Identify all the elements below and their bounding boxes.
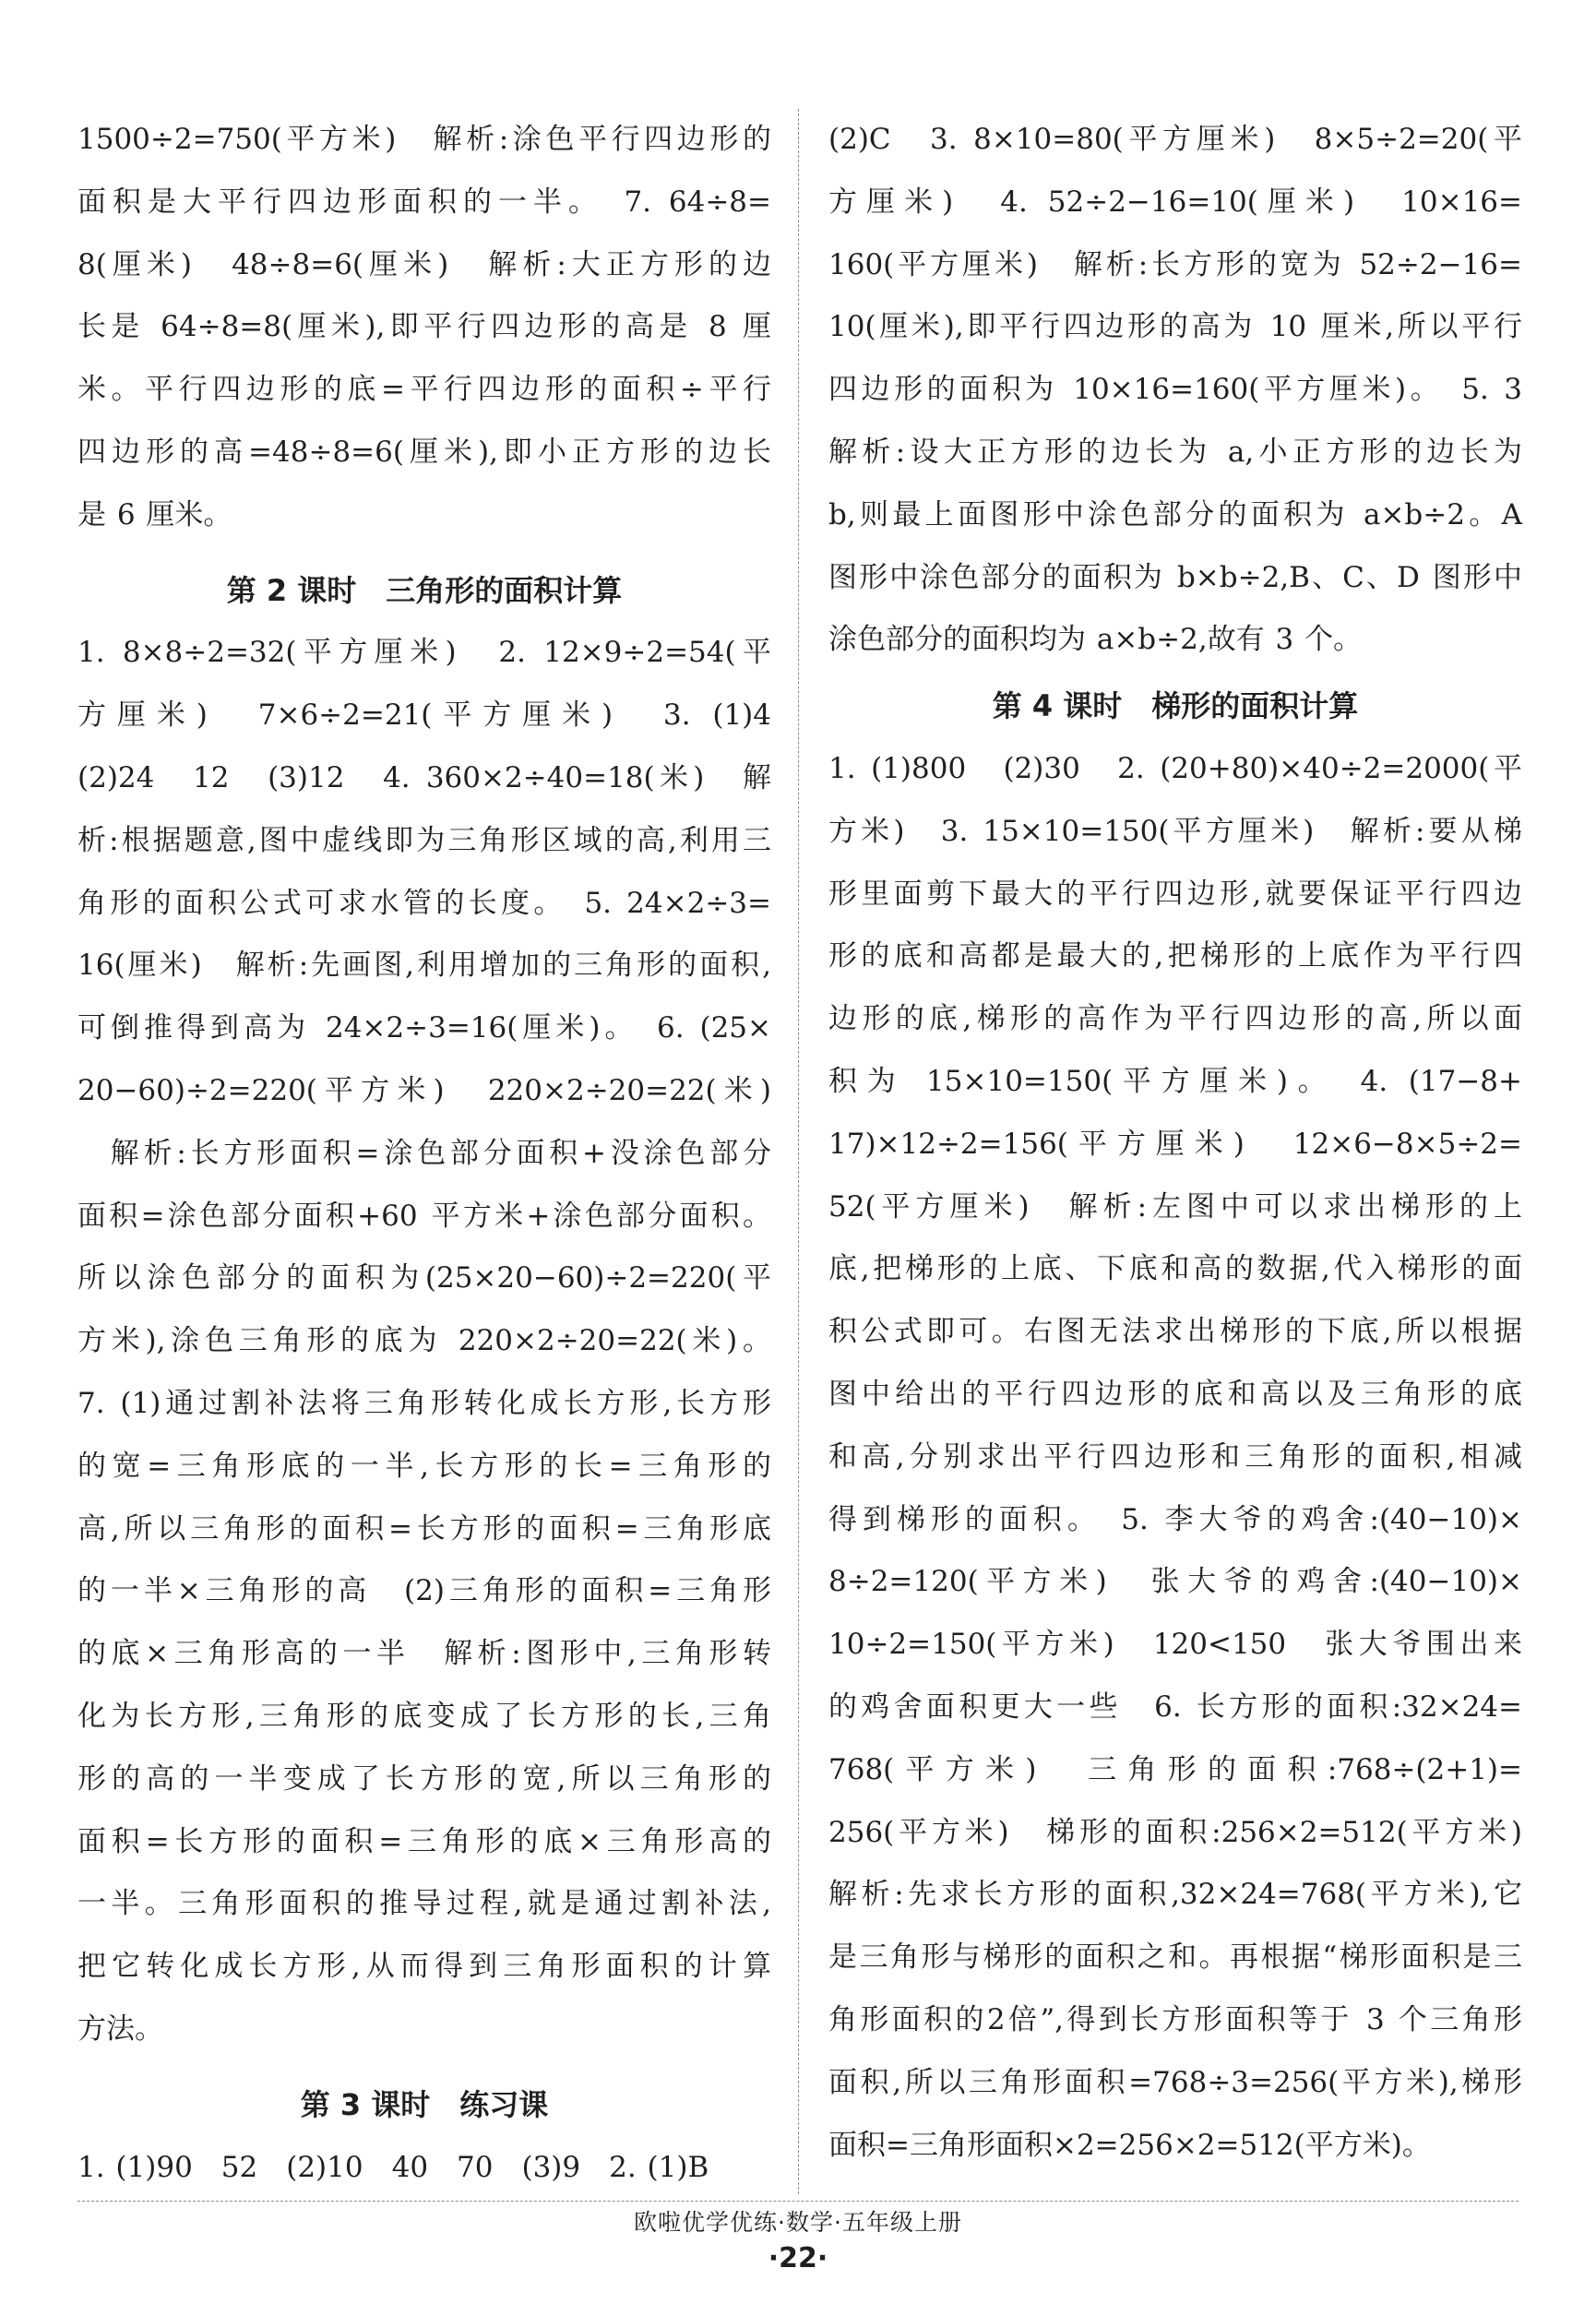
text-line: 可倒推得到高为 24×2÷3=16(厘米)。 6. (25×	[77, 1011, 771, 1045]
text-line: b,则最上面图形中涂色部分的面积为 a×b÷2。A	[828, 497, 1522, 531]
text-line: 方法。	[77, 2012, 163, 2046]
text-line: 和高,分别求出平行四边形和三角形的面积,相减	[828, 1439, 1522, 1474]
text-line: 把它转化成长方形,从而得到三角形面积的计算	[77, 1950, 771, 1984]
footer-divider	[77, 2201, 1519, 2202]
text-line: 形的底和高都是最大的,把梯形的上底作为平行四	[828, 939, 1522, 973]
text-line: (2)C 3. 8×10=80(平方厘米) 8×5÷2=20(平	[828, 123, 1522, 156]
text-line: 的宽=三角形底的一半,长方形的长=三角形的	[77, 1449, 771, 1483]
text-line: 方米) 3. 15×10=150(平方厘米) 解析:要从梯	[828, 814, 1522, 848]
text-line: 256(平方米) 梯形的面积:256×2=512(平方米)	[828, 1815, 1522, 1849]
text-line: 是 6 厘米。	[77, 497, 232, 531]
text-line: 方厘米) 4. 52÷2−16=10(厘米) 10×16=	[828, 185, 1522, 219]
left-column	[77, 109, 771, 2199]
text-line: 解析:长方形面积=涂色部分面积+没涂色部分	[77, 1136, 771, 1170]
text-line: 8÷2=120(平方米) 张大爷的鸡舍:(40−10)×	[828, 1565, 1522, 1599]
text-line: 52(平方厘米) 解析:左图中可以求出梯形的上	[828, 1189, 1522, 1224]
text-line: 边形的底,梯形的高作为平行四边形的高,所以面	[828, 1002, 1522, 1036]
text-line: (2)24 12 (3)12 4. 360×2÷40=18(米) 解	[77, 760, 771, 794]
text-line: 面积,所以三角形面积=768÷3=256(平方米),梯形	[828, 2065, 1522, 2099]
right-column	[828, 109, 1522, 2177]
text-line: 得到梯形的面积。 5. 李大爷的鸡舍:(40−10)×	[828, 1502, 1522, 1536]
text-line: 是三角形与梯形的面积之和。再根据“梯形面积是三	[828, 1940, 1522, 1975]
lesson-4-title: 第 4 课时 梯形的面积计算	[992, 688, 1359, 724]
text-line: 方米),涂色三角形的底为 220×2÷20=22(米)。	[77, 1324, 771, 1358]
left-answers-lesson2	[77, 622, 771, 2060]
text-line: 所以涂色部分的面积为(25×20−60)÷2=220(平	[77, 1261, 771, 1295]
text-line: 角形面积的2倍”,得到长方形面积等于 3 个三角形	[828, 2002, 1522, 2036]
text-line: 8(厘米) 48÷8=6(厘米) 解析:大正方形的边	[77, 247, 771, 281]
text-line: 化为长方形,三角形的底变成了长方形的长,三角	[77, 1699, 771, 1733]
text-line: 10(厘米),即平行四边形的高为 10 厘米,所以平行	[828, 310, 1522, 344]
text-line: 面积是大平行四边形面积的一半。 7. 64÷8=	[77, 185, 771, 219]
text-line: 10÷2=150(平方米) 120<150 张大爷围出来	[828, 1628, 1522, 1662]
text-line: 160(平方厘米) 解析:长方形的宽为 52÷2−16=	[828, 247, 1522, 281]
text-line: 面积=涂色部分面积+60 平方米+涂色部分面积。	[77, 1199, 771, 1233]
text-line: 解析:先求长方形的面积,32×24=768(平方米),它	[828, 1878, 1522, 1912]
left-answers-lesson3	[77, 2137, 771, 2200]
right-answers-lesson3-continued	[828, 109, 1522, 672]
text-line: 四边形的高=48÷8=6(厘米),即小正方形的边长	[77, 435, 771, 469]
text-line: 一半。三角形面积的推导过程,就是通过割补法,	[77, 1887, 771, 1921]
text-line: 底,把梯形的上底、下底和高的数据,代入梯形的面	[828, 1252, 1522, 1286]
text-line: 方厘米) 7×6÷2=21(平方厘米) 3. (1)4	[77, 698, 771, 733]
text-line: 解析:设大正方形的边长为 a,小正方形的边长为	[828, 435, 1522, 469]
text-line: 768(平方米) 三角形的面积:768÷(2+1)=	[828, 1752, 1522, 1786]
text-line: 米。平行四边形的底=平行四边形的面积÷平行	[77, 373, 771, 407]
text-line: 图形中涂色部分的面积为 b×b÷2,B、C、D 图形中	[828, 560, 1522, 594]
text-line: 形的高的一半变成了长方形的宽,所以三角形的	[77, 1761, 771, 1796]
text-line: 长是 64÷8=8(厘米),即平行四边形的高是 8 厘	[77, 310, 771, 344]
lesson-3-title: 第 3 课时 练习课	[300, 2086, 549, 2122]
right-answers-lesson4	[828, 738, 1522, 2177]
text-line: 四边形的面积为 10×16=160(平方厘米)。 5. 3	[828, 373, 1522, 407]
text-line: 面积=三角形面积×2=256×2=512(平方米)。	[828, 2128, 1431, 2162]
text-line: 积为 15×10=150(平方厘米)。 4. (17−8+	[828, 1064, 1522, 1098]
text-line: 角形的面积公式可求水管的长度。 5. 24×2÷3=	[77, 886, 771, 920]
text-line: 的鸡舍面积更大一些 6. 长方形的面积:32×24=	[828, 1689, 1522, 1724]
text-line: 1. 8×8÷2=32(平方厘米) 2. 12×9÷2=54(平	[77, 636, 771, 670]
book-title-footer: 欧啦优学优练·数学·五年级上册	[634, 2209, 962, 2236]
text-line: 的底×三角形高的一半 解析:图形中,三角形转	[77, 1637, 771, 1671]
lesson-2-title: 第 2 课时 三角形的面积计算	[226, 572, 623, 608]
text-line: 17)×12÷2=156(平方厘米) 12×6−8×5÷2=	[828, 1127, 1522, 1161]
page-number: ·22·	[768, 2242, 828, 2274]
text-line: 涂色部分的面积均为 a×b÷2,故有 3 个。	[828, 623, 1363, 657]
text-line: 积公式即可。右图无法求出梯形的下底,所以根据	[828, 1315, 1522, 1349]
text-line: 析:根据题意,图中虚线即为三角形区域的高,利用三	[77, 823, 771, 857]
text-line: 形里面剪下最大的平行四边形,就要保证平行四边	[828, 877, 1522, 911]
text-line: 7. (1)通过割补法将三角形转化成长方形,长方形	[77, 1386, 771, 1420]
text-line: 面积=长方形的面积=三角形的底×三角形高的	[77, 1824, 771, 1858]
text-line: 高,所以三角形的面积=长方形的面积=三角形底	[77, 1511, 771, 1546]
column-divider	[798, 109, 799, 2194]
text-line: 20−60)÷2=220(平方米) 220×2÷20=22(米)	[77, 1073, 771, 1107]
text-line: 1500÷2=750(平方米) 解析:涂色平行四边形的	[77, 123, 771, 156]
text-line: 1. (1)800 (2)30 2. (20+80)×40÷2=2000(平	[828, 751, 1522, 785]
text-line: 1. (1)90 52 (2)10 40 70 (3)9 2. (1)B	[77, 2150, 709, 2184]
left-answers-lesson1	[77, 109, 771, 547]
text-line: 图中给出的平行四边形的底和高以及三角形的底	[828, 1377, 1522, 1411]
text-line: 的一半×三角形的高 (2)三角形的面积=三角形	[77, 1574, 771, 1608]
text-line: 16(厘米) 解析:先画图,利用增加的三角形的面积,	[77, 949, 771, 983]
